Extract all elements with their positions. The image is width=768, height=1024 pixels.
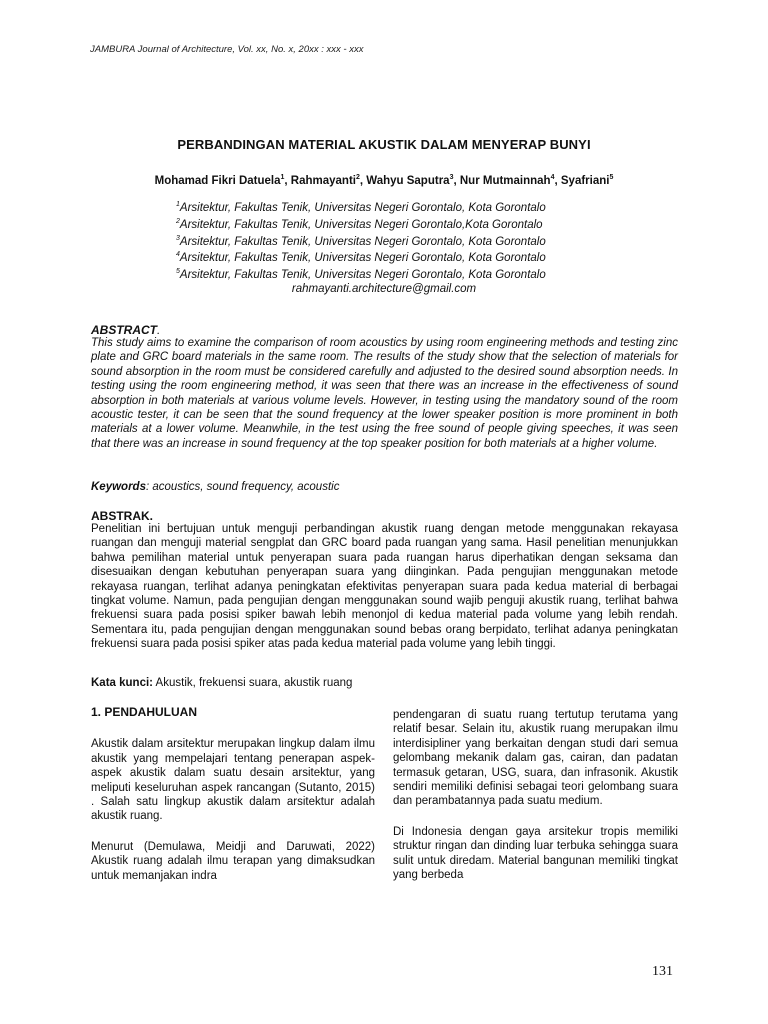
body-column-right [393, 708, 678, 898]
affiliation [176, 248, 616, 265]
abstract-text-id: Penelitian ini bertujuan untuk menguji perbandingan akustik ruang dengan metode menggunakan rekayasa ruangan dan menguji material sengplat dan GRC board pada ruangan yang sama. Hasil penelitian menunjukkan bahwa pemilihan material untuk penyerapan suara pada ruangan harus diperhatikan dengan seksama dan disesuaikan dengan kebutuhan penyerapan suara yang diinginkan. Pada pengujian menggunakan metode rekayasa ruangan, terlihat adanya peningkatan efektivitas penyerapan suara pada kedua material di berbagai tingkat volume. Namun, pada pengujian dengan menggunakan sound wajib penguji akustik ruang, terlihat bahwa frekuensi suara pada posisi spiker bawah lebih menonjol di kedua material pada volume yang lebih rendah. Sementara itu, pada pengujian dengan menggunakan sound bebas orang berpidato, terlihat adanya peningkatan frekuensi suara pada posisi spiker atas pada kedua material pada volume yang lebih tinggi. [91, 523, 678, 651]
author-sup: 5 [609, 174, 614, 181]
kata-kunci-label: Kata kunci: [91, 677, 153, 689]
author-name: Rahmayanti [290, 174, 356, 187]
running-header: JAMBURA Journal of Architecture, Vol. xx, No. x, 20xx : xxx - xxx [90, 44, 364, 55]
section-heading: 1. PENDAHULUAN [91, 705, 198, 719]
affiliation-sup: 3 [176, 234, 180, 242]
abstract-heading-text: ABSTRACT [91, 323, 157, 337]
affiliation-text: Arsitektur, Fakultas Tenik, Universitas Negeri Gorontalo,Kota Gorontalo [179, 218, 543, 231]
keywords-values: : acoustics, sound frequency, acoustic [145, 481, 340, 493]
affiliation-sup: 5 [176, 268, 180, 276]
body-paragraph: Menurut (Demulawa, Meidji and Daruwati, 2022) Akustik ruang adalah ilmu terapan yang dimaksudkan untuk memanjakan indra [91, 840, 375, 882]
affiliation-text: Arsitektur, Fakultas Tenik, Universitas Negeri Gorontalo, Kota Gorontalo [179, 269, 546, 282]
body-column-left [91, 705, 375, 899]
affiliation-sup: 1 [176, 201, 180, 208]
author-name: Syafriani [560, 174, 610, 187]
body-paragraph: Akustik dalam arsitektur merupakan lingkup dalam ilmu akustik yang mempelajari tentang penerapan aspek-aspek akustik dalam suatu desain arsitektur, yang meliputi keseluruhan aspek rancangan (Sutanto, 2015) . Salah satu lingkup akustik dalam arsitektur adalah akustik ruang. [91, 738, 375, 823]
author-sup: 3 [449, 174, 454, 181]
corresponding-email[interactable]: rahmayanti.architecture@gmail.com [291, 283, 477, 295]
author-name: Nur Mutmainnah [459, 174, 551, 187]
author-sup: 4 [550, 174, 555, 181]
keywords-id [91, 677, 352, 689]
author-sup: 2 [355, 174, 360, 181]
abstract-heading-id: ABSTRAK. [91, 509, 153, 523]
paper-title: PERBANDINGAN MATERIAL AKUSTIK DALAM MENYERAP BUNYI [177, 137, 591, 152]
affiliation-sup: 4 [176, 251, 180, 259]
keywords-en [91, 481, 339, 493]
affiliation [176, 265, 616, 282]
body-paragraph: Di Indonesia dengan gaya arsitekur tropis memiliki struktur ringan dan dinding luar terbuka sehingga suara sulit untuk diredam. Material bangunan memiliki tingkat yang berbeda [393, 825, 678, 882]
author-list: Mohamad Fikri Datuela$^1$, Rahmayanti$^2$, Wahyu Saputra$^3$, Nur Mutmainnah$^4$, Syafriani$^5$ [154, 174, 614, 187]
page-number: 131 [652, 964, 673, 979]
kata-kunci-values: Akustik, frekuensi suara, akustik ruang [153, 677, 353, 689]
keywords-label: Keywords [91, 481, 146, 493]
body-paragraph: pendengaran di suatu ruang tertutup terutama yang relatif besar. Selain itu, akustik ruang merupakan ilmu interdisipliner yang berkaitan dengan studi dari semua gelombang mekanik dalam gas, cairan, dan padatan termasuk getaran, USG, suara, dan infrasonik. Akustik sendiri memiliki definisi sebagai teori gelombang suara dan perambatannya pada suatu medium. [393, 709, 678, 808]
abstract-heading-en: ABSTRACT. [91, 323, 161, 337]
affiliation-text: Arsitektur, Fakultas Tenik, Universitas Negeri Gorontalo, Kota Gorontalo [179, 252, 546, 265]
abstract-text-en: This study aims to examine the comparison of room acoustics by using room engineering methods and testing zinc plate and GRC board materials in the same room. The results of the study show that the selection of materials for sound absorption in the room must be considered carefully and adjusted to the desired sound absorption needs. In testing using the room engineering method, it was seen that there was an increase in the effectiveness of sound absorption in both materials at various volume levels. However, in testing using the mandatory sound of the room acoustic tester, it can be seen that the sound frequency at the lower speaker position is more prominent in both materials at a lower volume. Meanwhile, in the test using the free sound of people giving speeches, it was seen that there was an increase in sound frequency at the top speaker position for both materials at a higher volume. [91, 337, 678, 450]
affiliation [176, 215, 616, 232]
affiliation-text: Arsitektur, Fakultas Tenik, Universitas Negeri Gorontalo, Kota Gorontalo [179, 201, 546, 214]
affiliation [176, 232, 616, 249]
affiliation [176, 198, 616, 215]
author-name: Mohamad Fikri Datuela [154, 174, 281, 187]
affiliation-text: Arsitektur, Fakultas Tenik, Universitas Negeri Gorontalo, Kota Gorontalo [179, 235, 546, 248]
affiliation-list [176, 198, 616, 282]
author-name: Wahyu Saputra [366, 174, 450, 187]
affiliation-sup: 2 [176, 217, 180, 225]
author-sup: 1 [280, 174, 285, 181]
